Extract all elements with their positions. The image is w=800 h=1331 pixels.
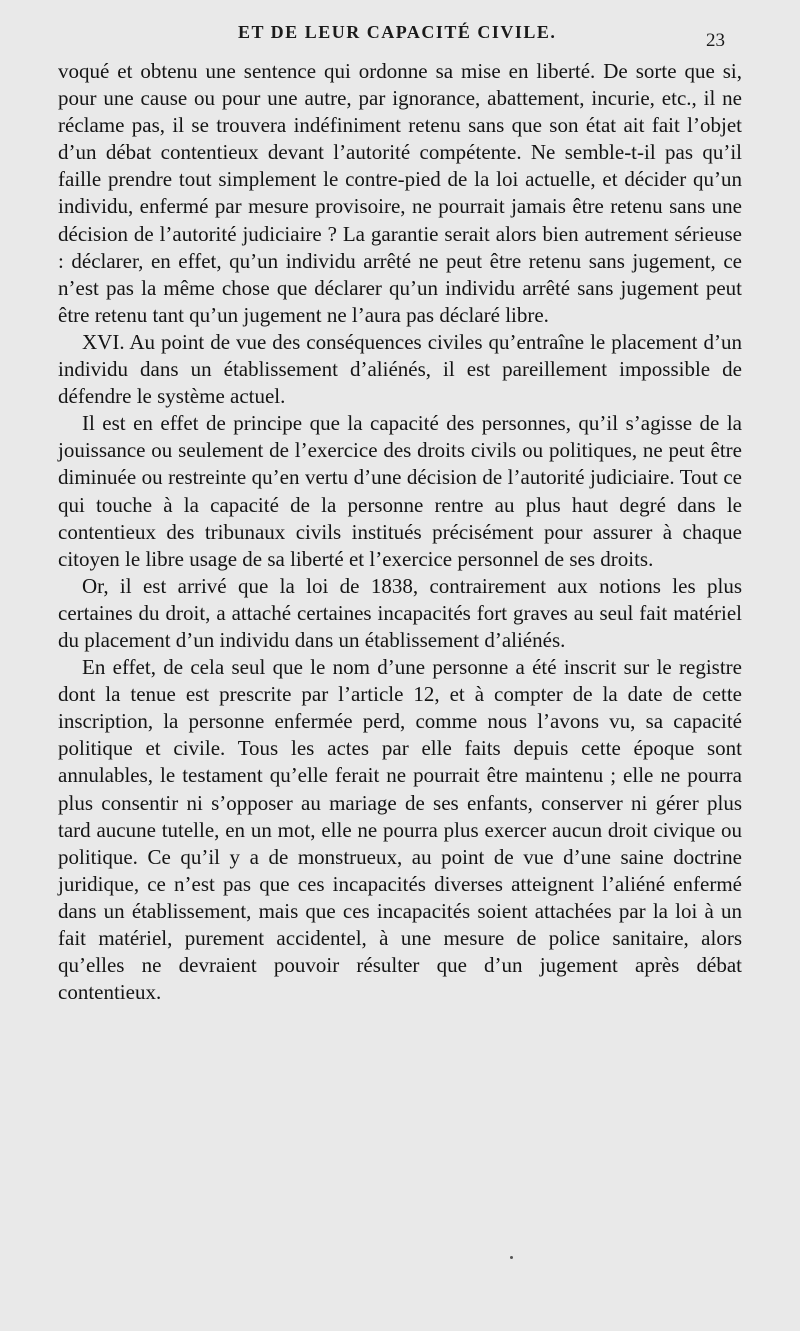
- page-number: 23: [706, 30, 725, 51]
- ink-speck: [510, 1256, 513, 1259]
- paragraph-continuation: voqué et obtenu une sentence qui ordonne sa mise en liberté. De sorte que si, pour une cause ou pour une autre, par ignorance, abattement, incurie, etc., il ne réclame pas, il se trouvera indéfiniment retenu sans que son état ait fait l’objet d’un débat contentieux devant l’autorité compétente. Ne semble-t-il pas qu’il faille prendre tout simplement le contre-pied de la loi actuelle, et décider qu’un individu, enfermé par mesure provisoire, ne pourrait jamais être retenu sans une décision de l’autorité judiciaire ? La garantie serait alors bien autrement sérieuse : déclarer, en effet, qu’un individu arrêté ne peut être retenu sans jugement, ce n’est pas la même chose que déclarer qu’un individu arrêté sans jugement peut être retenu tant qu’un jugement ne l’aura pas déclaré libre.: [58, 59, 742, 327]
- paragraph-section-xvi: XVI. Au point de vue des conséquences civiles qu’entraîne le placement d’un individu dans un établissement d’aliénés, il est pareillement impossible de défendre le système actuel.: [58, 329, 742, 409]
- paragraph-principle: Il est en effet de principe que la capacité des personnes, qu’il s’agisse de la jouissance ou seulement de l’exercice des droits civils ou politiques, ne peut être diminuée ou restreinte qu’en vertu d’une décision de l’autorité judiciaire. Tout ce qui touche à la capacité de la personne rentre au plus haut degré dans le contentieux des tribunaux civils institués précisément pour assurer à chaque citoyen le libre usage de sa liberté et l’exercice personnel de ses droits.: [58, 411, 742, 571]
- paragraph-incapacities: En effet, de cela seul que le nom d’une personne a été inscrit sur le registre dont la tenue est prescrite par l’article 12, et à compter de la date de cette inscription, la personne enfermée perd, comme nous l’avons vu, sa capacité politique et civile. Tous les actes par elle faits depuis cette époque sont annulables, le testament qu’elle ferait ne pourrait être maintenu ; elle ne pourra plus consentir ni s’opposer au mariage de ses enfants, conserver ni gérer plus tard aucune tutelle, en un mot, elle ne pourra plus exercer aucun droit civique ou politique. Ce qu’il y a de monstrueux, au point de vue d’une saine doctrine juridique, ce n’est pas que ces incapacités diverses atteignent l’aliéné enfermé dans un établissement, mais que ces incapacités soient attachées par la loi à un fait matériel, purement accidentel, à une mesure de police sanitaire, alors qu’elles ne devraient pouvoir résulter que d’un jugement après débat contentieux.: [58, 655, 742, 1005]
- running-title: ET DE LEUR CAPACITÉ CIVILE.: [238, 22, 557, 42]
- body-text: [58, 58, 742, 1006]
- paragraph-law-1838: Or, il est arrivé que la loi de 1838, contrairement aux notions les plus certaines du droit, a attaché certaines incapacités fort graves au seul fait matériel du placement d’un individu dans un établissement d’aliénés.: [58, 573, 742, 652]
- page-header: [0, 22, 800, 52]
